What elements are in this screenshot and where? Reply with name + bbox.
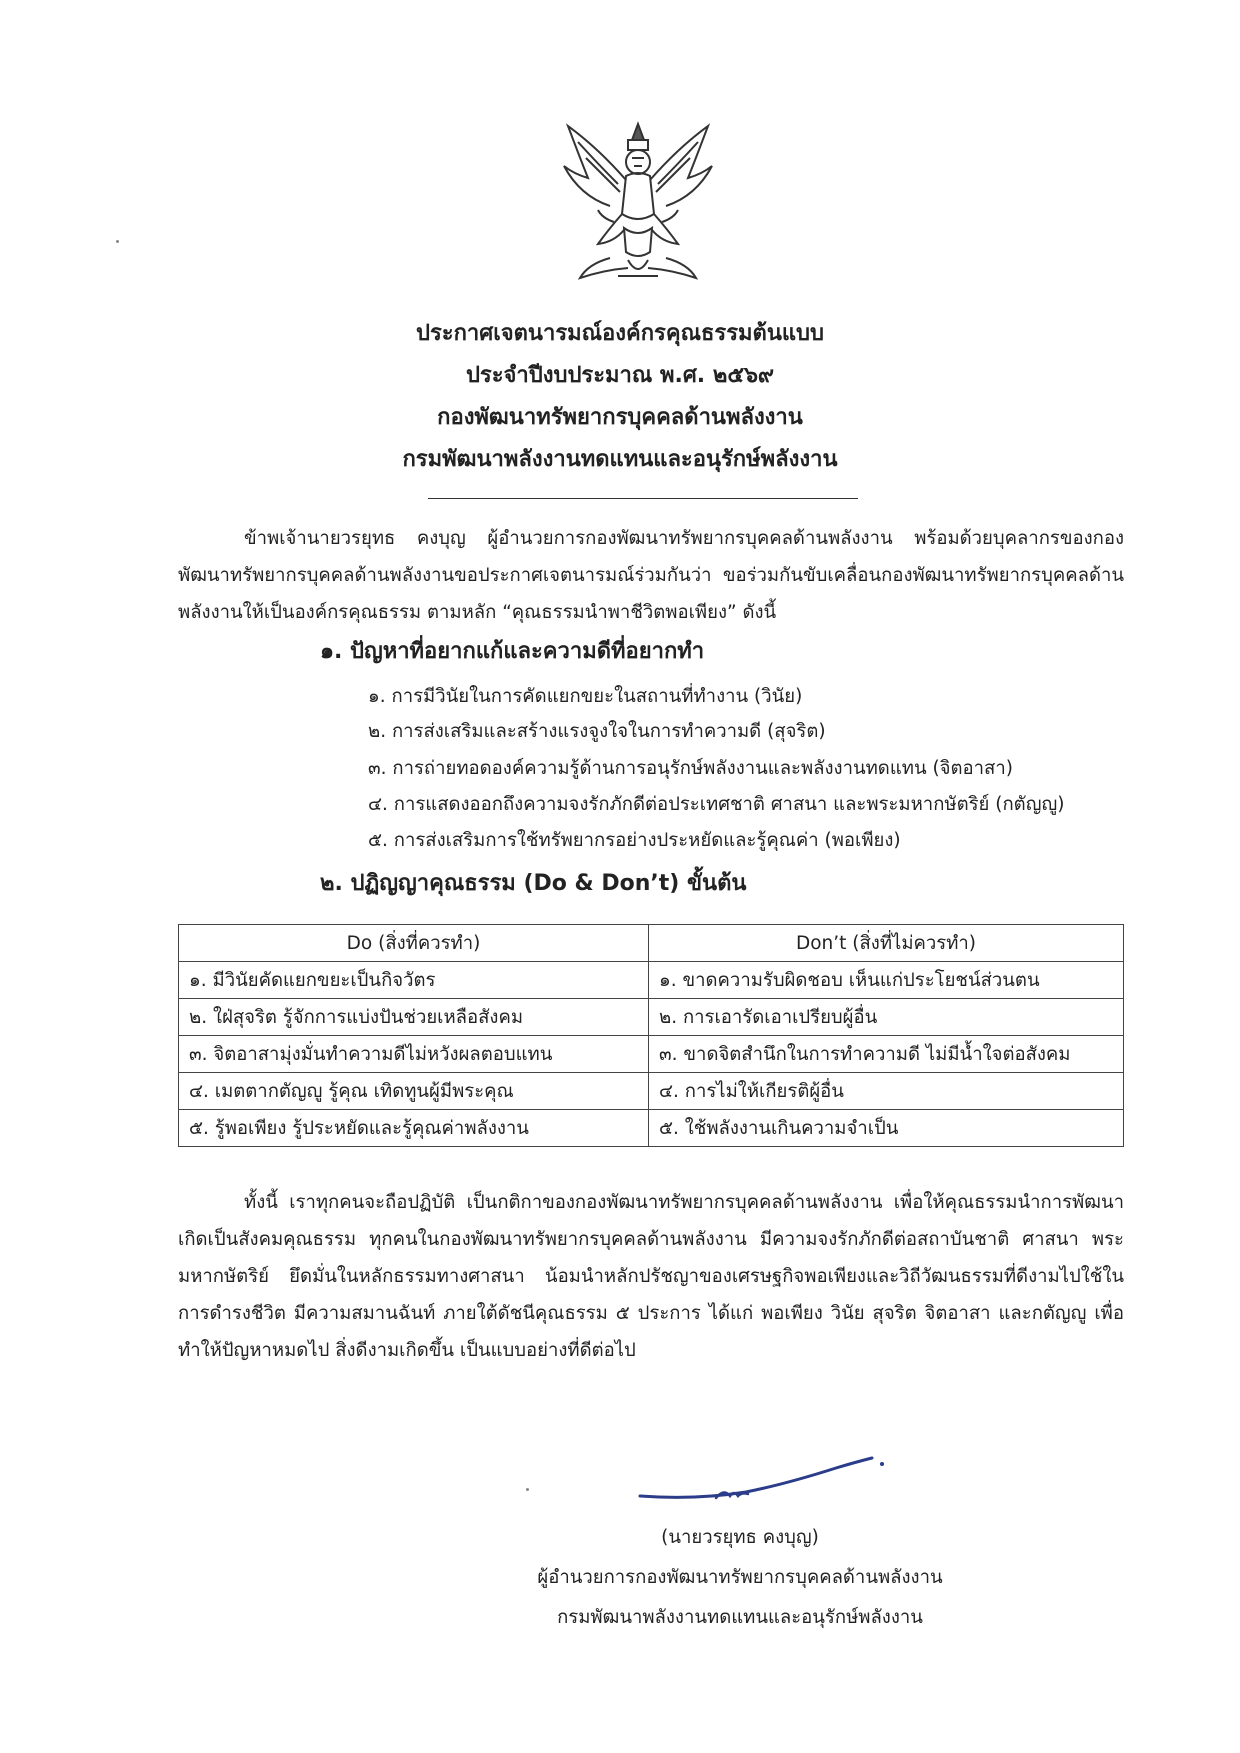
table-header-row: [179, 925, 1124, 962]
signature-icon: [636, 1454, 896, 1514]
section-1-item: ๓. การถ่ายทอดองค์ความรู้ด้านการอนุรักษ์พลังงานและพลังงานทดแทน (จิตอาสา): [368, 758, 1013, 779]
section-1-item: ๒. การส่งเสริมและสร้างแรงจูงใจในการทำความดี (สุจริต): [368, 721, 826, 742]
garuda-emblem-icon: [558, 118, 718, 286]
do-cell: ๒. ใฝ่สุจริต รู้จักการแบ่งปันช่วยเหลือสังคม: [179, 999, 649, 1036]
dont-cell: ๕. ใช้พลังงานเกินความจำเป็น: [649, 1110, 1124, 1147]
dont-cell: ๒. การเอารัดเอาเปรียบผู้อื่น: [649, 999, 1124, 1036]
section-1-heading: ๑. ปัญหาที่อยากแก้และความดีที่อยากทำ: [320, 639, 705, 664]
title-line-3: กองพัฒนาทรัพยากรบุคคลด้านพลังงาน: [437, 405, 803, 430]
intro-paragraph: ข้าพเจ้านายวรยุทธ คงบุญ ผู้อำนวยการกองพัฒนาทรัพยากรบุคคลด้านพลังงาน พร้อมด้วยบุคลากรของกองพัฒนาทรัพยากรบุคคลด้านพลังงานขอประกาศเจตนารมณ์ร่วมกันว่า ขอร่วมกันขับเคลื่อนกองพัฒนาทรัพยากรบุคคลด้านพลังงานให้เป็นองค์กรคุณธรรม ตามหลัก “คุณธรรมนำพาชีวิตพอเพียง” ดังนี้: [178, 528, 1124, 623]
declaration-table: [178, 924, 1124, 1147]
table-row: [179, 1036, 1124, 1073]
dont-cell: ๔. การไม่ให้เกียรติผู้อื่น: [649, 1073, 1124, 1110]
scan-speck: [526, 1488, 529, 1491]
table-row: [179, 999, 1124, 1036]
closing-paragraph: ทั้งนี้ เราทุกคนจะถือปฏิบัติ เป็นกติกาของกองพัฒนาทรัพยากรบุคคลด้านพลังงาน เพื่อให้คุณธรรมนำการพัฒนาเกิดเป็นสังคมคุณธรรม ทุกคนในกองพัฒนาทรัพยากรบุคคลด้านพลังงาน มีความจงรักภักดีต่อสถาบันชาติ ศาสนา พระมหากษัตริย์ ยึดมั่นในหลักธรรมทางศาสนา น้อมนำหลักปรัชญาของเศรษฐกิจพอเพียงและวิถีวัฒนธรรมที่ดีงามไปใช้ในการดำรงชีวิต มีความสมานฉันท์ ภายใต้ดัชนีคุณธรรม ๕ ประการ ได้แก่ พอเพียง วินัย สุจริต จิตอาสา และกตัญญู เพื่อทำให้ปัญหาหมดไป สิ่งดีงามเกิดขึ้น เป็นแบบอย่างที่ดีต่อไป: [178, 1192, 1124, 1361]
dont-cell: ๑. ขาดความรับผิดชอบ เห็นแก่ประโยชน์ส่วนตน: [649, 962, 1124, 999]
section-1-item: ๑. การมีวินัยในการคัดแยกขยะในสถานที่ทำงาน (วินัย): [368, 686, 803, 707]
do-cell: ๑. มีวินัยคัดแยกขยะเป็นกิจวัตร: [179, 962, 649, 999]
section-1-item: ๕. การส่งเสริมการใช้ทรัพยากรอย่างประหยัดและรู้คุณค่า (พอเพียง): [368, 830, 901, 851]
title-line-4: กรมพัฒนาพลังงานทดแทนและอนุรักษ์พลังงาน: [402, 447, 838, 472]
do-cell: ๔. เมตตากตัญญู รู้คุณ เทิดทูนผู้มีพระคุณ: [179, 1073, 649, 1110]
signatory-name: (นายวรยุทธ คงบุญ): [661, 1527, 819, 1548]
table-row: [179, 962, 1124, 999]
do-cell: ๕. รู้พอเพียง รู้ประหยัดและรู้คุณค่าพลังงาน: [179, 1110, 649, 1147]
do-cell: ๓. จิตอาสามุ่งมั่นทำความดีไม่หวังผลตอบแทน: [179, 1036, 649, 1073]
dont-cell: ๓. ขาดจิตสำนึกในการทำความดี ไม่มีน้ำใจต่อสังคม: [649, 1036, 1124, 1073]
signatory-position: ผู้อำนวยการกองพัฒนาทรัพยากรบุคคลด้านพลังงาน: [537, 1567, 943, 1588]
do-column-header: Do (สิ่งที่ควรทำ): [179, 925, 649, 962]
dont-column-header: Don’t (สิ่งที่ไม่ควรทำ): [649, 925, 1124, 962]
title-line-1: ประกาศเจตนารมณ์องค์กรคุณธรรมต้นแบบ: [416, 321, 824, 346]
table-row: [179, 1073, 1124, 1110]
scan-speck: [116, 240, 119, 243]
title-divider: [428, 498, 858, 499]
section-2-heading: ๒. ปฏิญญาคุณธรรม (Do & Don’t) ขั้นต้น: [320, 871, 747, 896]
title-line-2: ประจำปีงบประมาณ พ.ศ. ๒๕๖๙: [465, 363, 775, 388]
signatory-department: กรมพัฒนาพลังงานทดแทนและอนุรักษ์พลังงาน: [557, 1607, 923, 1628]
section-1-item: ๔. การแสดงออกถึงความจงรักภักดีต่อประเทศชาติ ศาสนา และพระมหากษัตริย์ (กตัญญู): [368, 794, 1065, 815]
table-row: [179, 1110, 1124, 1147]
